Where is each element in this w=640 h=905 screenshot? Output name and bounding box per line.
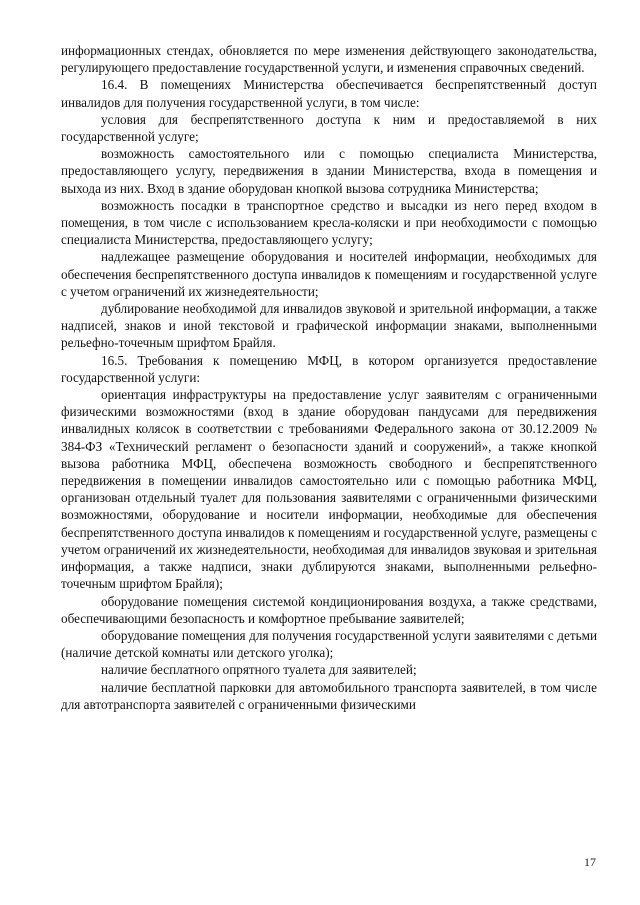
list-item-movement: возможность самостоятельного или с помощью специалиста Министерства, предоставляющего услугу, передвижения в здании Министерства, входа в помещения и выхода из них. Вход в здание оборудован кнопкой вызова сотрудника Министерства; (61, 146, 597, 196)
list-item-air-conditioning: оборудование помещения системой кондиционирования воздуха, а также средствами, обеспечивающими безопасность и комфортное пребывание заявителей; (61, 593, 597, 626)
list-item-duplication: дублирование необходимой для инвалидов звуковой и зрительной информации, а также надписей, знаков и иной текстовой и графической информации знаками, выполненными рельефно-точечным шрифтом Брайля. (61, 301, 597, 351)
list-item-equipment: надлежащее размещение оборудования и носителей информации, необходимых для обеспечения беспрепятственного доступа инвалидов к помещениям и государственной услуге с учетом ограничений их жизнедеятельности; (61, 249, 597, 299)
list-item-transport: возможность посадки в транспортное средство и высадки из него перед входом в помещения, в том числе с использованием кресла-коляски и при необходимости с помощью специалиста Министерства, предоставляющего услугу; (61, 197, 597, 248)
list-item-access-conditions: условия для беспрепятственного доступа к ним и предоставляемой в них государственной услуге; (61, 111, 597, 145)
list-item-parking: наличие бесплатной парковки для автомобильного транспорта заявителей, в том числе для автотранспорта заявителей с ограниченными физическими (61, 679, 597, 712)
document-page (61, 42, 597, 713)
list-item-children-room: оборудование помещения для получения государственной услуги заявителями с детьми (наличие детской комнаты или детского уголка); (61, 627, 597, 661)
paragraph-continuation: информационных стендах, обновляется по мере изменения действующего законодательства, регулирующего предоставление государственной услуги, и изменения справочных сведений. (61, 43, 597, 76)
page-number: 17 (584, 855, 596, 869)
list-item-toilet: наличие бесплатного опрятного туалета для заявителей; (101, 662, 417, 678)
list-item-infrastructure: ориентация инфраструктуры на предоставление услуг заявителям с ограниченными физическими возможностями (вход в здание оборудован пандусами для передвижения инвалидных колясок в соответствии с требованиями Федерального закона от 30.12.2009 № 384-ФЗ «Технический регламент о безопасности зданий и сооружений», а также кнопкой вызова работника МФЦ, обеспечена возможность свободного и беспрепятственного передвижения в помещении инвалидов самостоятельно или с помощью работника МФЦ, организован отдельный туалет для пользования заявителями с ограниченными физическими возможностями, оборудование и носители информации, необходимые для обеспечения беспрепятственного доступа инвалидов к помещениям и государственной услуге, размещены с учетом ограничений их жизнедеятельности, необходимая для инвалидов звуковая и зрительная информация, а также надписи, знаки дублируются знаками, выполненными рельефно-точечным шрифтом Брайля); (61, 387, 597, 592)
paragraph-16-5: 16.5. Требования к помещению МФЦ, в котором организуется предоставление государственной услуги: (61, 352, 597, 385)
paragraph-16-4: 16.4. В помещениях Министерства обеспечивается беспрепятственный доступ инвалидов для получения государственной услуги, в том числе: (61, 77, 597, 110)
